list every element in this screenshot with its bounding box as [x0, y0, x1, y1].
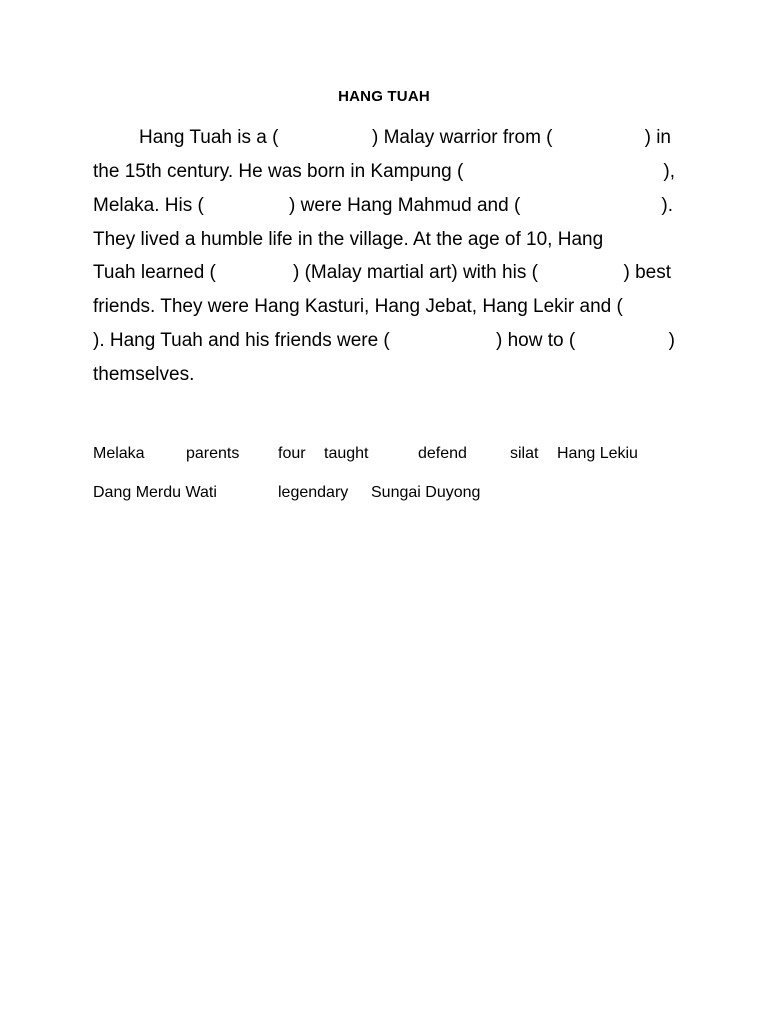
- word-bank-item: parents: [186, 445, 240, 462]
- word-bank-item: Melaka: [93, 445, 145, 462]
- text-segment: ),: [663, 161, 675, 182]
- word-bank-item: four: [278, 445, 306, 462]
- word-bank-item: defend: [418, 445, 467, 462]
- text-segment: Tuah learned (: [93, 262, 216, 283]
- text-segment: ): [668, 330, 675, 351]
- word-bank-item: Dang Merdu Wati: [93, 484, 217, 501]
- text-segment: ). Hang Tuah and his friends were (: [93, 330, 390, 351]
- text-segment: ) in: [644, 127, 671, 148]
- text-segment: Hang Tuah is a (: [139, 127, 279, 148]
- text-segment: the 15th century. He was born in Kampung (: [93, 161, 464, 182]
- text-segment: ) Malay warrior from (: [372, 127, 553, 148]
- word-bank-item: taught: [324, 445, 369, 462]
- passage-line-3: [93, 193, 675, 219]
- passage-line-2: [93, 159, 675, 185]
- passage-line-6: [93, 294, 675, 320]
- text-segment: ).: [661, 195, 673, 216]
- passage-line-8: [93, 362, 675, 388]
- word-bank-item: Sungai Duyong: [371, 484, 481, 501]
- word-bank-item: legendary: [278, 484, 349, 501]
- text-segment: friends. They were Hang Kasturi, Hang Jebat, Hang Lekir and (: [93, 296, 623, 317]
- document-title: HANG TUAH: [338, 88, 430, 105]
- text-segment: themselves.: [93, 364, 195, 385]
- passage-line-4: [93, 227, 675, 253]
- word-bank-item: Hang Lekiu: [557, 445, 638, 462]
- text-segment: ) how to (: [496, 330, 576, 351]
- text-segment: ) were Hang Mahmud and (: [289, 195, 521, 216]
- text-segment: Melaka. His (: [93, 195, 204, 216]
- passage-line-7: [93, 328, 675, 354]
- text-segment: ) best: [623, 262, 671, 283]
- passage-line-1: [93, 125, 675, 151]
- word-bank-item: silat: [510, 445, 539, 462]
- passage-line-5: [93, 260, 675, 286]
- text-segment: They lived a humble life in the village. At the age of 10, Hang: [93, 229, 604, 250]
- text-segment: ) (Malay martial art) with his (: [293, 262, 538, 283]
